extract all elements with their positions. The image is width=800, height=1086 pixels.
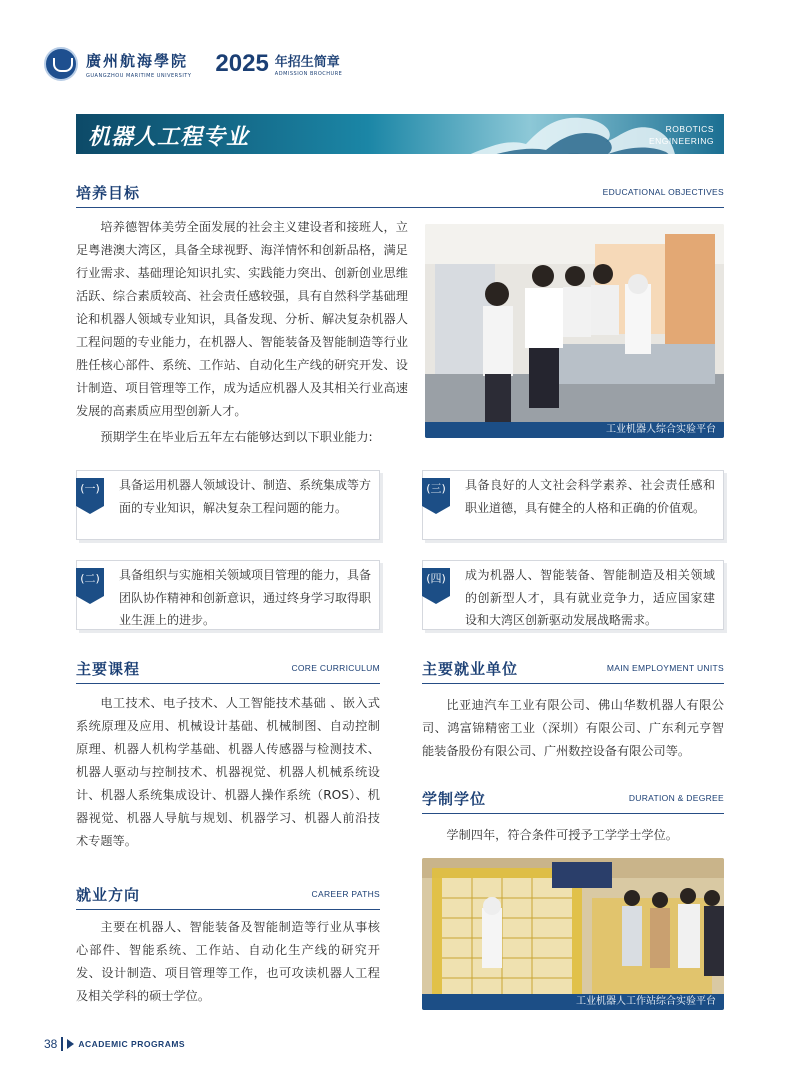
page-number: 38 [44, 1037, 63, 1051]
capability-box-3 [422, 470, 724, 540]
objectives-title-en: EDUCATIONAL OBJECTIVES [602, 187, 724, 197]
degree-title-en: DURATION & DEGREE [628, 793, 724, 803]
page-header [44, 44, 342, 84]
objectives-section-header [76, 182, 724, 208]
arrow-right-icon [67, 1039, 74, 1049]
degree-section-header [422, 788, 724, 814]
degree-title: 学制学位 [422, 790, 487, 808]
wave-decoration-icon [456, 114, 676, 154]
university-logo-icon [44, 47, 78, 81]
university-name [86, 50, 191, 79]
objectives-expectation: 预期学生在毕业后五年左右能够达到以下职业能力: [100, 430, 373, 444]
robot-workstation-photo [422, 858, 724, 1010]
robot-workstation-photo-caption: 工业机器人工作站综合实验平台 [422, 994, 724, 1010]
capability-text-4: 成为机器人、智能装备、智能制造及相关领域的创新型人才，具有就业竞争力，适应国家建设和大湾区创新驱动发展战略需求。 [465, 568, 715, 627]
employers-section-header [422, 658, 724, 684]
robot-workstation-image [422, 858, 724, 1010]
careers-section-header [76, 884, 380, 910]
curriculum-title: 主要课程 [76, 660, 141, 678]
employers-title-en: MAIN EMPLOYMENT UNITS [606, 663, 724, 673]
capability-box-2 [76, 560, 380, 630]
careers-title: 就业方向 [76, 886, 141, 904]
capability-text-1: 具备运用机器人领域设计、制造、系统集成等方面的专业知识，解决复杂工程问题的能力。 [119, 478, 372, 515]
capability-text-3: 具备良好的人文社会科学素养、社会责任感和职业道德，具有健全的人格和正确的价值观。 [465, 478, 715, 515]
major-title-en [649, 123, 714, 147]
brochure-title-en: ADMISSION BROCHURE [274, 71, 343, 77]
capability-text-2: 具备组织与实施相关领域项目管理的能力，具备团队协作精神和创新意识，通过终身学习取得职业生涯上的进步。 [119, 568, 372, 627]
brochure-title-cn: 年招生简章 [274, 55, 340, 70]
capability-box-4 [422, 560, 724, 630]
brochure-title [275, 51, 343, 77]
curriculum-title-en: CORE CURRICULUM [291, 663, 380, 673]
curriculum-text: 电工技术、电子技术、人工智能技术基础 、嵌入式系统原理及应用、机械设计基础、机械制图、自动控制原理、机器人机构学基础、机器人传感器与检测技术、机器人驱动与控制技术、机器视觉、机器人机械系统设计、机器人系统集成设计、机器人操作系统（ROS）、机器视觉、机器人导航与规划、机器学习、机器人前沿技术专题等。 [76, 696, 380, 848]
careers-text: 主要在机器人、智能装备及智能制造等行业从事核心部件、智能系统、工作站、自动化生产线的研究开发、设计制造、项目管理等工作，也可攻读机器人工程及相关学科的硕士学位。 [76, 920, 380, 1003]
capability-tag-1: (一) [76, 478, 104, 506]
degree-text: 学制四年，符合条件可授予工学学士学位。 [446, 828, 678, 842]
university-name-en: GUANGZHOU MARITIME UNIVERSITY [86, 72, 192, 79]
capability-box-1 [76, 470, 380, 540]
robot-lab-photo [425, 224, 724, 438]
capability-tag-4: (四) [422, 568, 450, 596]
capability-tag-2: (二) [76, 568, 104, 596]
capability-tag-3: (三) [422, 478, 450, 506]
objectives-text: 培养德智体美劳全面发展的社会主义建设者和接班人，立足粤港澳大湾区，具备全球视野、海洋情怀和创新品格，满足行业需求、基础理论知识扎实、实践能力突出、创新创业思维活跃、综合素质较高、社会责任感较强，具有自然科学基础理论和机器人领域专业知识，具备发现、分析、解决复杂机器人工程问题的专业能力，在机器人、智能装备及智能制造等行业胜任核心部件、系统、工作站、自动化生产线的研究开发、设计制造、项目管理等工作，成为适应机器人及其相关行业高速发展的高素质应用型创新人才。 [76, 220, 408, 418]
robot-lab-image [425, 224, 724, 438]
major-title: 机器人工程专业 [88, 125, 250, 150]
curriculum-section-header [76, 658, 380, 684]
major-title-en-line1: ROBOTICS [665, 124, 714, 134]
employers-title: 主要就业单位 [422, 660, 519, 678]
robot-lab-photo-caption: 工业机器人综合实验平台 [425, 422, 724, 438]
employers-text: 比亚迪汽车工业有限公司、佛山华数机器人有限公司、鸿富锦精密工业（深圳）有限公司、广东利元亨智能装备股份有限公司、广州数控设备有限公司等。 [422, 698, 724, 758]
major-title-banner [76, 114, 724, 154]
careers-title-en: CAREER PATHS [311, 889, 380, 899]
brochure-year: 2025 [215, 50, 269, 77]
university-name-cn: 廣州航海學院 [86, 51, 189, 70]
major-title-en-line2: ENGINEERING [648, 136, 714, 146]
footer-section-label: ACADEMIC PROGRAMS [78, 1039, 186, 1049]
page-footer [44, 1036, 185, 1052]
objectives-title: 培养目标 [76, 184, 141, 202]
